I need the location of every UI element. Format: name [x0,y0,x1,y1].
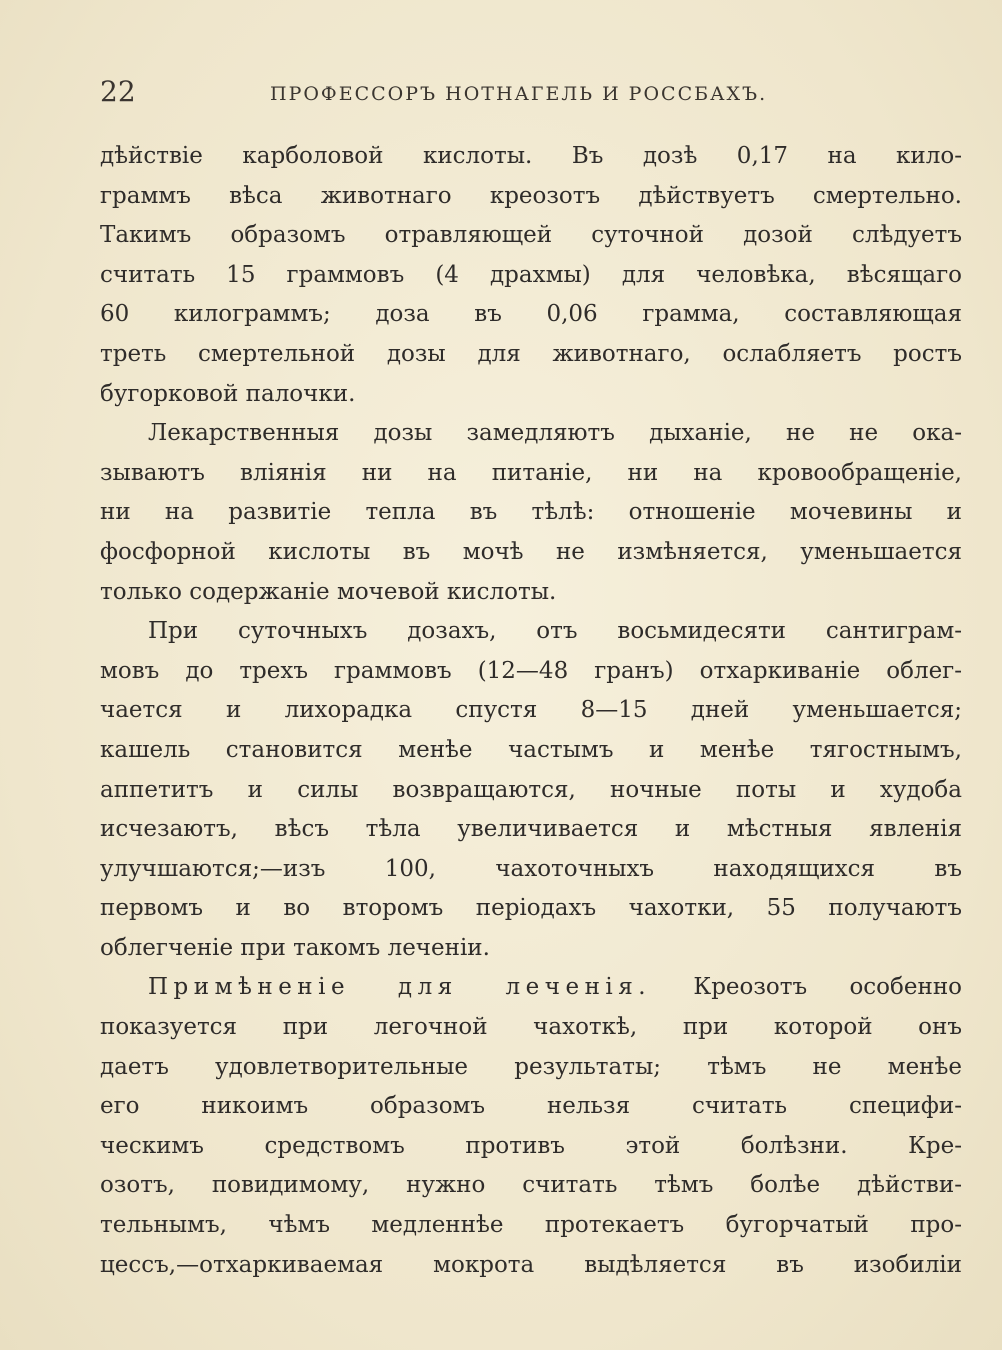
text-fragment: Креозотъ особенно [693,974,962,1001]
running-head [100,72,962,112]
text-line: бугорковой палочки. [100,380,356,407]
paragraph [100,414,962,612]
text-line: мовъ до трехъ граммовъ (12—48 гранъ) отхаркиваніе облег- [100,657,962,684]
text-line: кашель становится менѣе частымъ и менѣе тягостнымъ, [100,736,962,763]
text-line: показуется при легочной чахоткѣ, при которой онъ [100,1014,962,1041]
text-line: 60 килограммъ; доза въ 0,06 грамма, составляющая [100,301,962,328]
text-line: ни на развитіе тепла въ тѣлѣ: отношеніе мочевины и [100,499,962,526]
paragraph [100,137,962,414]
text-line: исчезаютъ, вѣсъ тѣла увеличивается и мѣстныя явленія [100,816,962,843]
text-line: ческимъ средствомъ противъ этой болѣзни. Кре- [100,1132,962,1159]
text-line: аппетитъ и силы возвращаются, ночные поты и худоба [100,776,962,803]
text-line: треть смертельной дозы для животнаго, ослабляетъ ростъ [100,340,962,367]
text-line: даетъ удовлетворительные результаты; тѣмъ не менѣе [100,1053,962,1080]
text-line: первомъ и во второмъ періодахъ чахотки, 55 получаютъ [100,895,962,922]
page-number: 22 [100,75,136,108]
text-line: зываютъ вліянія ни на питаніе, ни на кровообращеніе, [100,459,962,486]
running-title: ПРОФЕССОРЪ НОТНАГЕЛЬ И РОССБАХЪ. [270,83,768,105]
text-line: облегченіе при такомъ леченіи. [100,934,490,961]
text-line: При суточныхъ дозахъ, отъ восьмидесяти сантиграм- [148,618,962,645]
body-text [100,137,962,1285]
section-heading: Примѣненіе для леченія. [148,974,652,1001]
text-line [100,968,962,1008]
text-line: фосфорной кислоты въ мочѣ не измѣняется, уменьшается [100,538,962,565]
text-line: озотъ, повидимому, нужно считать тѣмъ болѣе дѣйстви- [100,1172,962,1199]
text-line: только содержаніе мочевой кислоты. [100,578,557,605]
paragraph [100,968,962,1285]
text-line: его никоимъ образомъ нельзя считать специфи- [100,1093,962,1120]
text-line: дѣйствіе карболовой кислоты. Въ дозѣ 0,17 на кило- [100,143,962,169]
text-line: граммъ вѣса животнаго креозотъ дѣйствуетъ смертельно. [100,182,962,209]
text-line: считать 15 граммовъ (4 драхмы) для человѣка, вѣсящаго [100,261,962,288]
text-line: чается и лихорадка спустя 8—15 дней уменьшается; [100,697,962,724]
text-line: цессъ,—отхаркиваемая мокрота выдѣляется въ изобиліи [100,1251,962,1278]
text-line: тельнымъ, чѣмъ медленнѣе протекаетъ бугорчатый про- [100,1212,962,1239]
text-line: улучшаются;—изъ 100, чахоточныхъ находящихся въ [100,855,962,882]
text-line: Такимъ образомъ отравляющей суточной дозой слѣдуетъ [100,222,962,249]
text-line: Лекарственныя дозы замедляютъ дыханіе, не не ока- [148,420,962,447]
paragraph [100,612,962,968]
